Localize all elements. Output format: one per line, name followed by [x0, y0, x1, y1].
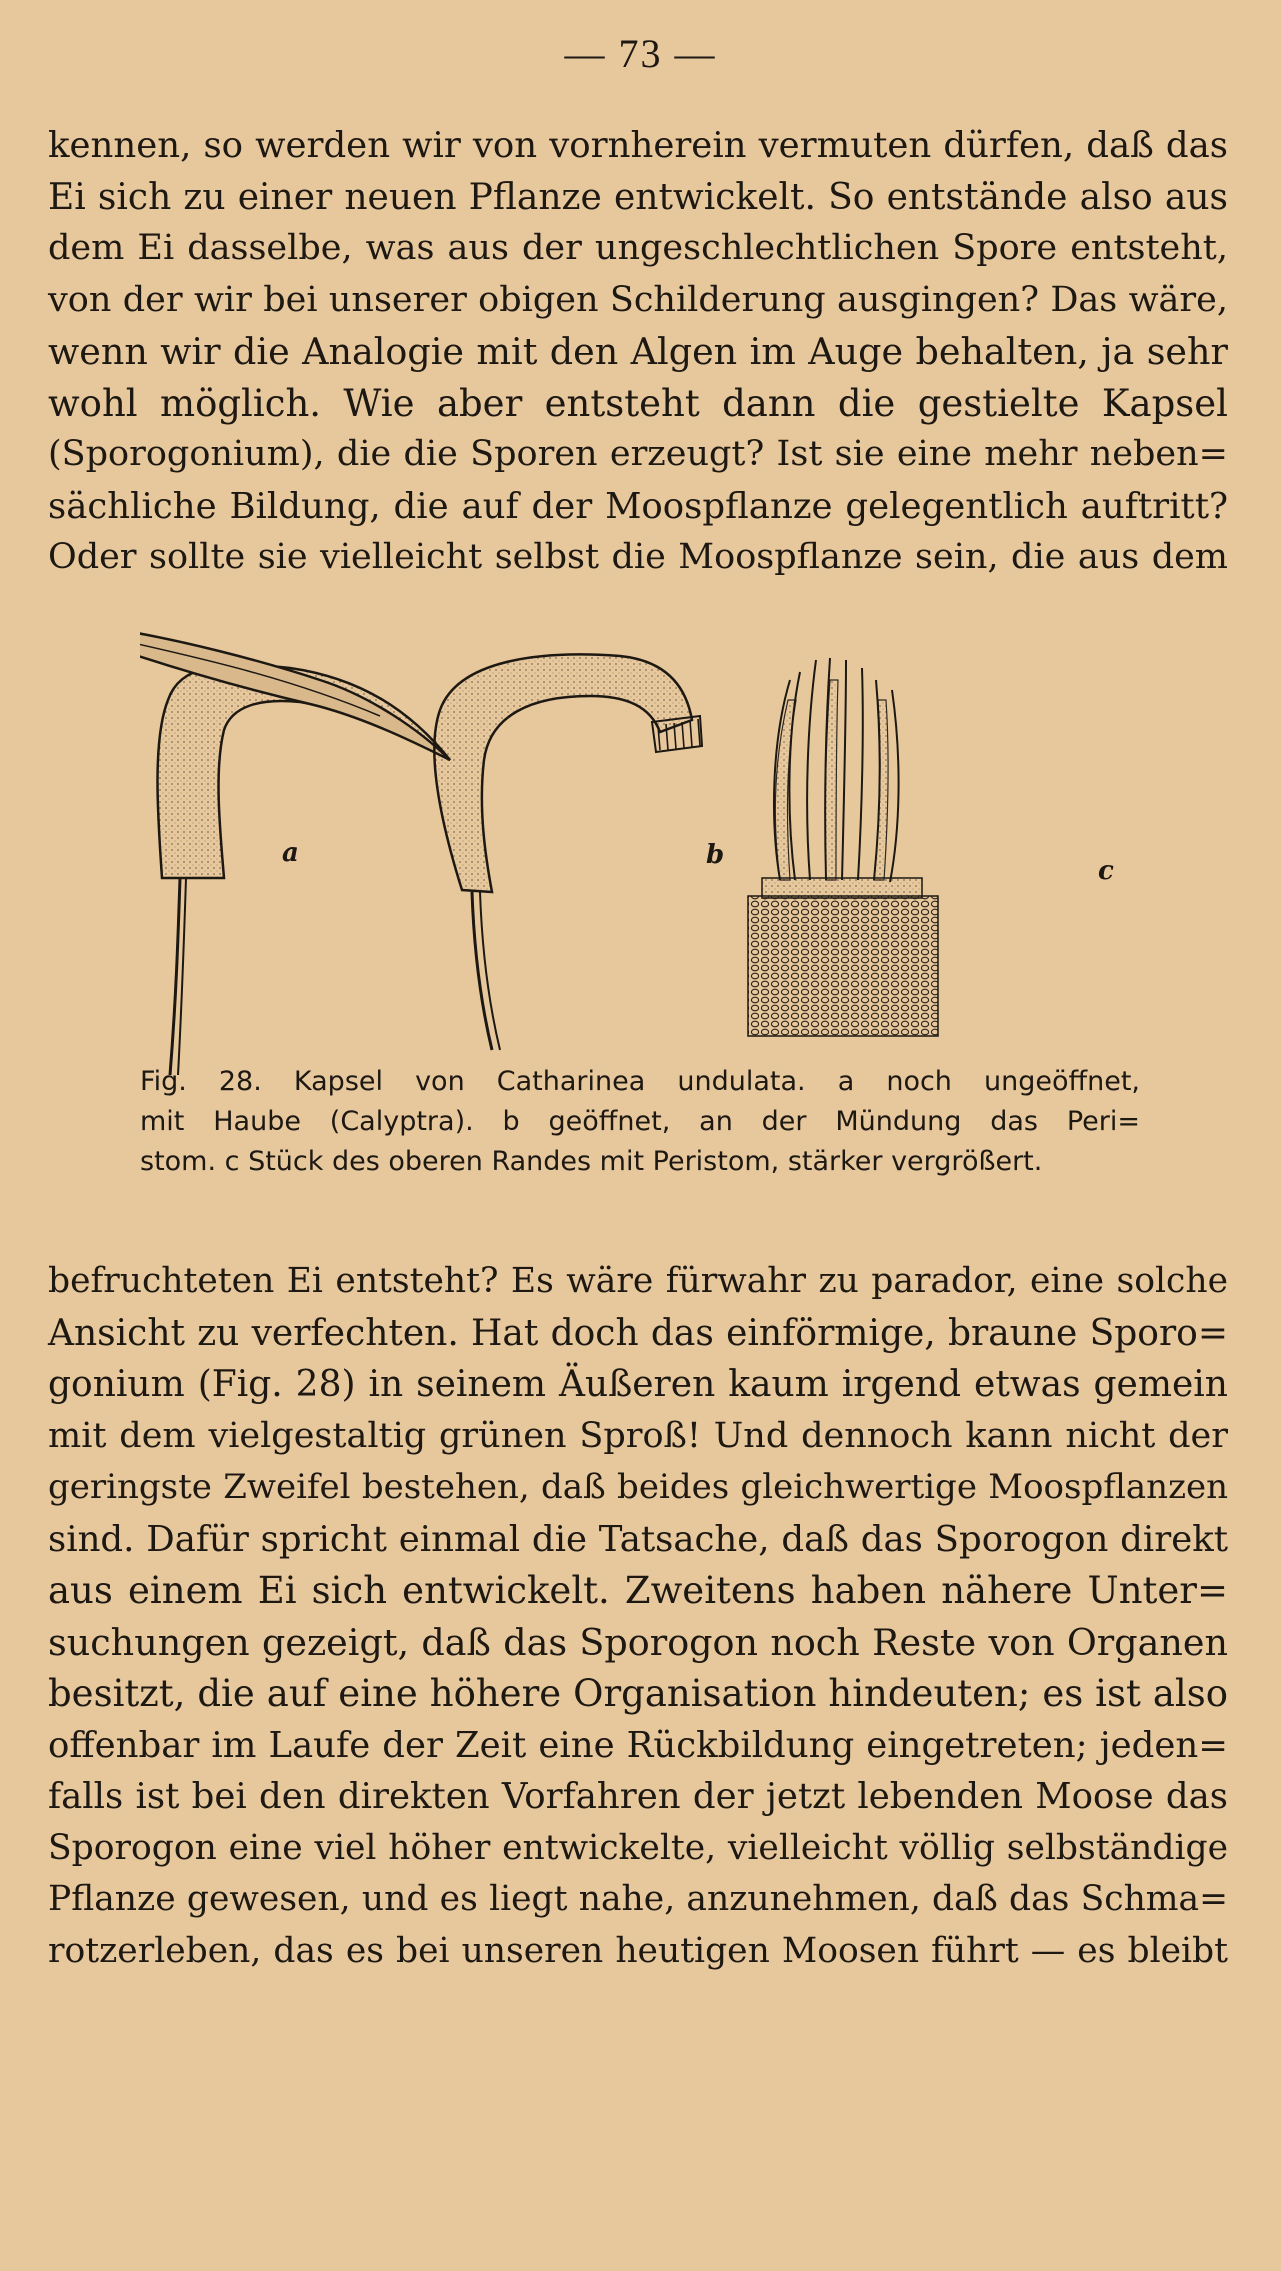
text-line: Pflanze gewesen, und es liegt nahe, anzunehmen, daß das Schma= [48, 1879, 1228, 1919]
body-paragraph-top [48, 120, 1228, 584]
capsule-b-drawing [434, 654, 702, 1050]
page-number: — 73 — [564, 31, 717, 76]
figure-label-c: c [1098, 856, 1114, 886]
text-line: Oder sollte sie vielleicht selbst die Moospflanze sein, die aus dem [48, 537, 1228, 577]
text-line: geringste Zweifel bestehen, daß beides gleichwertige Moospflanzen [48, 1467, 1228, 1507]
text-line: sächliche Bildung, die auf der Moospflanze gelegentlich auftritt? [48, 485, 1228, 527]
text-line: mit dem vielgestaltig grünen Sproß! Und dennoch kann nicht der [48, 1415, 1228, 1456]
text-line: besitzt, die auf eine höhere Organisation hindeuten; es ist also [48, 1672, 1228, 1715]
text-line: von der wir bei unserer obigen Schilderung ausgingen? Das wäre, [48, 279, 1228, 320]
text-line: aus einem Ei sich entwickelt. Zweitens haben nähere Unter= [48, 1569, 1228, 1612]
figure-label-a: a [282, 838, 299, 868]
text-line: offenbar im Laufe der Zeit eine Rückbildung eingetreten; jeden= [48, 1724, 1228, 1766]
text-line: wohl möglich. Wie aber entsteht dann die gestielte Kapsel [48, 381, 1228, 425]
text-line: dem Ei dasselbe, was aus der ungeschlechtlichen Spore entsteht, [48, 228, 1228, 268]
figure-caption [140, 1062, 1140, 1182]
figure-28-moss-capsule-illustration [140, 620, 1140, 1080]
text-line: wenn wir die Analogie mit den Algen im Auge behalten, ja sehr [48, 330, 1228, 373]
text-line: rotzerleben, das es bei unseren heutigen Moosen führt — es bleibt [48, 1930, 1228, 1971]
caption-line: Fig. 28. Kapsel von Catharinea undulata. a noch ungeöffnet, [140, 1066, 1140, 1097]
text-line: Sporogon eine viel höher entwickelte, vielleicht völlig selbständige [48, 1827, 1228, 1868]
text-line: befruchteten Ei entsteht? Es wäre fürwahr zu parador, eine solche [48, 1261, 1228, 1301]
text-line: kennen, so werden wir von vornherein vermuten dürfen, daß das [48, 125, 1228, 166]
text-line: gonium (Fig. 28) in seinem Äußeren kaum irgend etwas gemein [48, 1364, 1228, 1405]
text-line: falls ist bei den direkten Vorfahren der jetzt lebenden Moose das [48, 1776, 1228, 1817]
caption-line: stom. c Stück des oberen Randes mit Peristom, stärker vergrößert. [140, 1146, 1043, 1177]
figure-label-b: b [706, 840, 725, 870]
peristome-c-drawing [748, 658, 938, 1036]
text-line: Ei sich zu einer neuen Pflanze entwickelt. So entstände also aus [48, 176, 1228, 218]
text-line: sind. Dafür spricht einmal die Tatsache, daß das Sporogon direkt [48, 1518, 1228, 1560]
text-line: Ansicht zu verfechten. Hat doch das einförmige, braune Sporo= [48, 1312, 1228, 1354]
body-paragraph-bottom [48, 1256, 1228, 1977]
caption-line: mit Haube (Calyptra). b geöffnet, an der Mündung das Peri= [140, 1106, 1140, 1137]
text-line: suchungen gezeigt, daß das Sporogon noch Reste von Organen [48, 1620, 1228, 1664]
text-line: (Sporogonium), die die Sporen erzeugt? Ist sie eine mehr neben= [48, 434, 1228, 474]
